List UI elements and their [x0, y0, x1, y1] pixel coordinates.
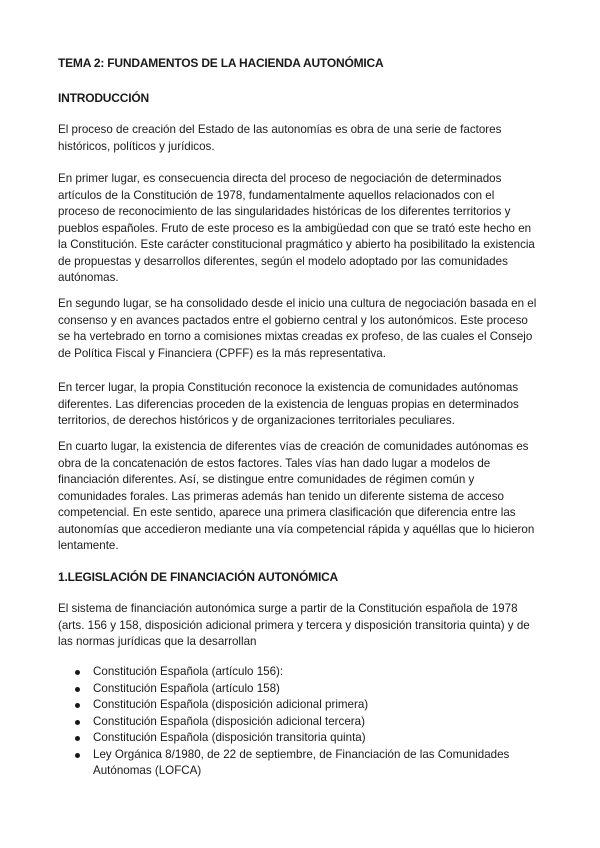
- list-item: [58, 664, 538, 681]
- list-item: [58, 747, 538, 780]
- list-item-text: Constitución Española (disposición adicional primera): [93, 698, 369, 711]
- intro-heading: INTRODUCCIÓN: [58, 91, 149, 105]
- bullet-icon: [75, 720, 80, 725]
- bullet-icon: [75, 670, 80, 675]
- list-item-text: Ley Orgánica 8/1980, de 22 de septiembre, de Financiación de las Comunidades Autónomas (LOFCA): [93, 747, 510, 777]
- section-heading: 1.LEGISLACIÓN DE FINANCIACIÓN AUTONÓMICA: [58, 570, 339, 584]
- list-item: [58, 714, 538, 731]
- paragraph: En cuarto lugar, la existencia de diferentes vías de creación de comunidades autónomas es obra de la concatenación de estos factores. Tales vías han dado lugar a modelos de financiación diferentes. Así, se distingue entre comunidades de régimen común y comunidades forales. Las primeras además han tenido un diferente sistema de acceso competencial. En este sentido, aparece una primera clasificación que diferencia entre las autonomías que accedieron mediante una vía competencial rápida y aquéllas que lo hicieron lentamente.: [58, 440, 535, 552]
- paragraph: El sistema de financiación autonómica surge a partir de la Constitución española de 1978 (arts. 156 y 158, disposición adicional primera y tercera y disposición transitoria quinta) y de las normas jurídicas que la desarrollan: [58, 602, 530, 648]
- list-item-text: Constitución Española (disposición adicional tercera): [93, 714, 365, 728]
- list-item: [58, 730, 538, 747]
- paragraph: En tercer lugar, la propia Constitución reconoce la existencia de comunidades autónomas diferentes. Las diferencias proceden de la existencia de lenguas propias en determinados territorios, de derechos históricos y de organizaciones territoriales peculiares.: [58, 381, 519, 427]
- document-title: TEMA 2: FUNDAMENTOS DE LA HACIENDA AUTONÓMICA: [58, 56, 384, 70]
- list-item-text: Constitución Española (disposición transitoria quinta): [93, 731, 366, 744]
- list-item: [58, 697, 538, 714]
- paragraph: En segundo lugar, se ha consolidado desde el inicio una cultura de negociación basada en el consenso y en avances pactados entre el gobierno central y los autonómicos. Este proceso se ha vertebrado en torno a comisiones mixtas creadas ex profeso, de las cuales el Consejo de Política Fiscal y Financiera (CPFF) es la más representativa.: [58, 297, 537, 360]
- bullet-icon: [75, 753, 80, 758]
- legislation-list: [58, 664, 538, 780]
- bullet-icon: [75, 703, 80, 708]
- list-item-text: Constitución Española (artículo 156):: [93, 665, 284, 678]
- list-item-text: Constitución Española (artículo 158): [93, 681, 280, 695]
- list-item: [58, 681, 538, 698]
- paragraph: En primer lugar, es consecuencia directa del proceso de negociación de determinados artículos de la Constitución de 1978, fundamentalmente aquellos relacionados con el proceso de reconocimiento de las singularidades históricas de los diferentes territorios y pueblos españoles. Fruto de este proceso es la ambigüedad con que se trató este hecho en la Constitución. Este carácter constitucional pragmático y abierto ha posibilitado la existencia de propuestas y desarrollos diferentes, según el modelo adoptado por las comunidades autónomas.: [58, 172, 535, 284]
- bullet-icon: [75, 687, 80, 692]
- bullet-icon: [75, 736, 80, 741]
- paragraph: El proceso de creación del Estado de las autonomías es obra de una serie de factores históricos, políticos y jurídicos.: [58, 123, 502, 153]
